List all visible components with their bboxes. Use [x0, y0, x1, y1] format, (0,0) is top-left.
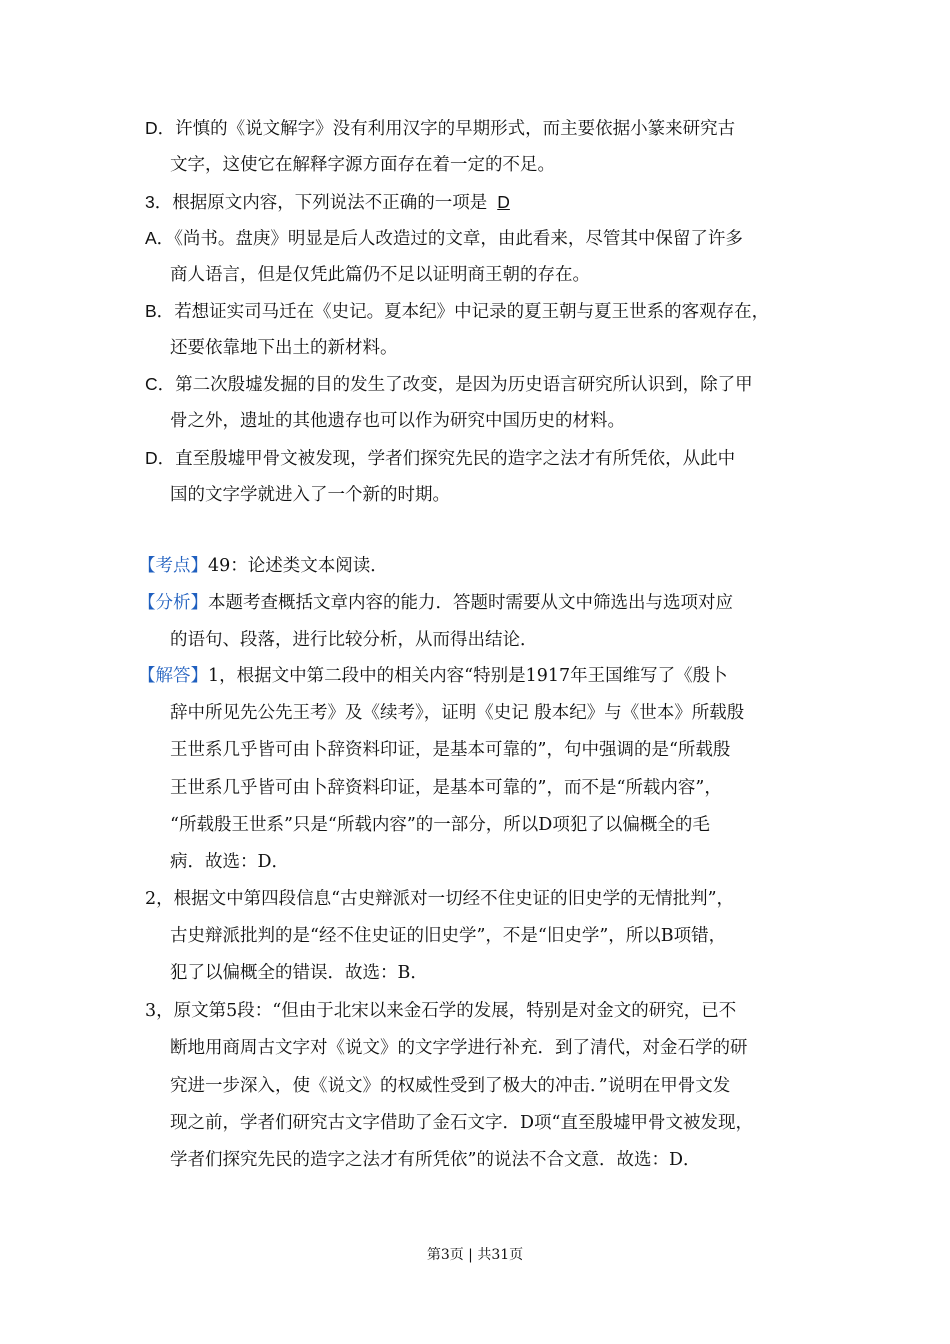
jieda-line: 犯了以偏概全的错误．故选：B．	[170, 963, 428, 983]
option-b-line: 还要依靠地下出土的新材料。	[170, 338, 398, 358]
option-label: D．	[145, 448, 176, 468]
jieda-text: 1，根据文中第二段中的相关内容“特别是1917年王国维写了《殷卜	[208, 666, 728, 686]
kaodian-text: 49：论述类文本阅读．	[208, 556, 388, 576]
kaodian-tag: 【考点】	[138, 556, 208, 576]
question-text: 根据原文内容，下列说法不正确的一项是	[172, 193, 488, 213]
option-d-line	[145, 446, 735, 471]
jieda-line: 病．故选：D．	[170, 852, 290, 872]
jieda-line: 王世系几乎皆可由卜辞资料印证，是基本可靠的”，而不是“所载内容”，	[170, 778, 722, 798]
question-3-stem	[145, 190, 510, 215]
kaodian-line	[138, 554, 388, 578]
fenxi-line: 的语句、段落，进行比较分析，从而得出结论．	[170, 630, 538, 650]
option-a-line: 商人语言，但是仅凭此篇仍不足以证明商王朝的存在。	[170, 265, 590, 285]
fenxi-text: 本题考查概括文章内容的能力．答题时需要从文中筛选出与选项对应	[208, 593, 733, 613]
jieda-line: 王世系几乎皆可由卜辞资料印证，是基本可靠的”，句中强调的是“所载殷	[170, 740, 731, 760]
jieda-line: 2，根据文中第四段信息“古史辩派对一切经不住史证的旧史学的无情批判”，	[145, 889, 735, 909]
option-d-line: 国的文字学就进入了一个新的时期。	[170, 485, 450, 505]
option-b-line	[145, 299, 769, 324]
option-d-line	[145, 116, 735, 141]
jieda-line	[138, 664, 728, 688]
option-d-line: 文字，这使它在解释字源方面存在着一定的不足。	[170, 155, 555, 175]
jieda-line: 现之前，学者们研究古文字借助了金石文字．D项“直至殷墟甲骨文被发现，	[170, 1113, 753, 1133]
jieda-line: 学者们探究先民的造字之法才有所凭依”的说法不合文意．故选：D．	[170, 1150, 701, 1170]
fenxi-tag: 【分析】	[138, 593, 208, 613]
page-footer: 第3页 | 共31页	[426, 1247, 524, 1263]
option-label: A．	[145, 228, 175, 248]
jieda-line: 究进一步深入，使《说文》的权威性受到了极大的冲击．”说明在甲骨文发	[170, 1076, 731, 1096]
option-label: D．	[145, 118, 176, 138]
option-label: C．	[145, 374, 176, 394]
option-a-line	[145, 226, 743, 251]
option-c-line	[145, 372, 753, 397]
jieda-line: 古史辩派批判的是“经不住史证的旧史学”，不是“旧史学”，所以B项错，	[170, 926, 727, 946]
jieda-line: 断地用商周古文字对《说文》的文字学进行补充．到了清代，对金石学的研	[170, 1038, 748, 1058]
jieda-tag: 【解答】	[138, 666, 208, 686]
option-c-line: 骨之外，遗址的其他遗存也可以作为研究中国历史的材料。	[170, 411, 625, 431]
answer-blank: D	[497, 192, 510, 212]
option-text: 直至殷墟甲骨文被发现，学者们探究先民的造字之法才有所凭依，从此中	[175, 449, 736, 469]
jieda-line: “所载殷王世系”只是“所载内容”的一部分，所以D项犯了以偏概全的毛	[170, 815, 710, 835]
jieda-line: 辞中所见先公先王考》及《续考》，证明《史记 殷本纪》与《世本》所载殷	[170, 703, 745, 723]
option-text: 若想证实司马迁在《史记。夏本纪》中记录的夏王朝与夏王世系的客观存在，	[174, 302, 770, 322]
option-text: 《尚书。盘庚》明显是后人改造过的文章，由此看来，尽管其中保留了许多	[174, 229, 743, 249]
option-text: 第二次殷墟发掘的目的发生了改变，是因为历史语言研究所认识到，除了甲	[175, 375, 753, 395]
question-number: 3．	[145, 192, 173, 212]
jieda-line: 3，原文第5段：“但由于北宋以来金石学的发展，特别是对金文的研究，已不	[145, 1001, 737, 1021]
option-text: 许慎的《说文解字》没有利用汉字的早期形式，而主要依据小篆来研究古	[175, 119, 736, 139]
option-label: B．	[145, 301, 175, 321]
fenxi-line	[138, 591, 733, 615]
